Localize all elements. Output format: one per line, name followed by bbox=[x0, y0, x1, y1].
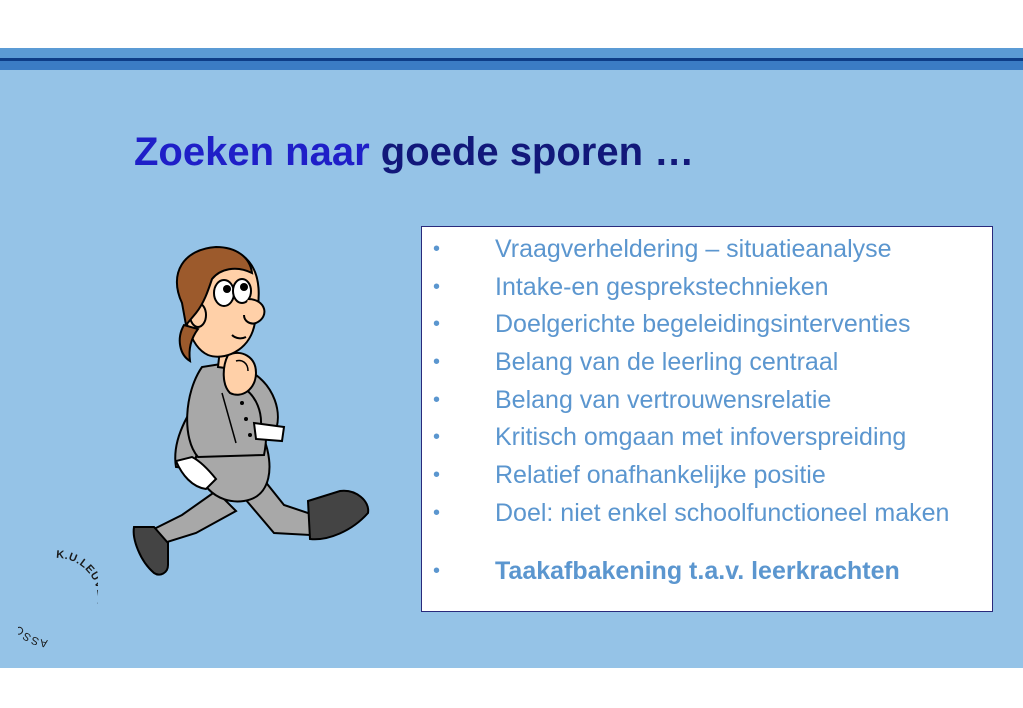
list-item-emphasized bbox=[422, 556, 992, 594]
bullet-marker: • bbox=[433, 464, 441, 487]
list-item bbox=[422, 385, 992, 423]
list-item-text: Belang van vertrouwensrelatie bbox=[495, 385, 832, 414]
list-item bbox=[422, 272, 992, 310]
title-part-1: Zoeken naar bbox=[134, 130, 370, 174]
list-item bbox=[422, 498, 992, 536]
bullet-marker: • bbox=[433, 313, 441, 336]
title-part-2: goede sporen … bbox=[380, 130, 695, 174]
list-item bbox=[422, 422, 992, 460]
list-item-text: Belang van de leerling centraal bbox=[495, 348, 839, 377]
thinking-man-icon bbox=[124, 243, 384, 593]
bullet-marker: • bbox=[433, 238, 441, 260]
svg-text:ASSOCIATIE bbox=[18, 583, 48, 648]
list-item-text: Vraagverheldering – situatieanalyse bbox=[495, 235, 892, 263]
list-item bbox=[422, 347, 992, 385]
list-item-text: Doelgerichte begeleidingsinterventies bbox=[495, 310, 911, 339]
list-item-text: Taakafbakening t.a.v. leerkrachten bbox=[495, 556, 900, 585]
bullet-marker: • bbox=[433, 559, 441, 582]
svg-text:K.U.LEUVEN bbox=[56, 549, 98, 606]
bullet-marker: • bbox=[433, 501, 441, 524]
list-item-text: Kritisch omgaan met infoverspreiding bbox=[495, 423, 907, 452]
list-item bbox=[422, 309, 992, 347]
logo-text-associatie: ASS bbox=[19, 628, 49, 648]
header-band-mid bbox=[0, 61, 1023, 70]
list-spacer bbox=[422, 536, 992, 556]
logo-text-kuleuven: K.U.LE bbox=[55, 548, 97, 577]
header-band-light bbox=[0, 48, 1023, 58]
slide-title bbox=[134, 128, 694, 176]
bullet-marker: • bbox=[433, 351, 441, 374]
bullet-marker: • bbox=[433, 275, 441, 298]
list-item-text: Doel: niet enkel schoolfunctioneel maken bbox=[495, 498, 950, 527]
bullet-marker: • bbox=[433, 388, 441, 411]
bullet-marker: • bbox=[433, 426, 441, 449]
list-item bbox=[422, 234, 992, 272]
bullet-box bbox=[421, 226, 993, 612]
list-item-text: Relatief onafhankelijke positie bbox=[495, 461, 826, 490]
list-item-text: Intake-en gesprekstechnieken bbox=[495, 272, 829, 301]
bullet-list bbox=[422, 234, 992, 593]
kuleuven-logo bbox=[18, 548, 98, 653]
list-item bbox=[422, 460, 992, 498]
